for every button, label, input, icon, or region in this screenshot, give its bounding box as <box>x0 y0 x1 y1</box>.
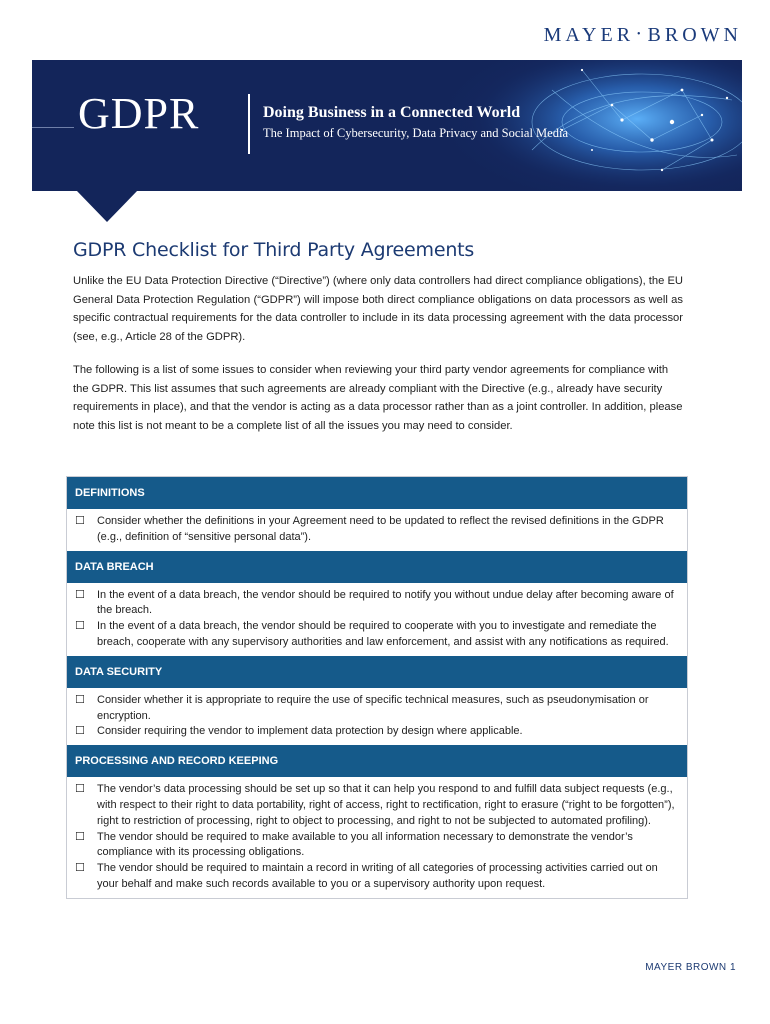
banner-subtitle: Doing Business in a Connected World <box>263 104 521 121</box>
section-heading-definitions: DEFINITIONS <box>67 477 687 509</box>
checklist-item <box>75 782 679 829</box>
checklist-item-text: The vendor’s data processing should be set up so that it can help you respond to and fulfill data subject requests (e.g., with respect to their right to data portability, right of access, right to rectification, right to erasure (“right to be forgotten”), right to restriction of processing, right to object to processing, and right to not be subjected to automated profiling). <box>97 783 675 827</box>
checklist-item-text: In the event of a data breach, the vendor should be required to cooperate with you to investigate and remediate the breach, cooperate with any supervisory authorities and law enforcement, and assist with any notifications as required. <box>97 620 669 648</box>
checklist-table <box>66 476 688 899</box>
checklist-item <box>75 724 679 740</box>
checklist-item-text: Consider whether it is appropriate to require the use of specific technical measures, such as pseudonymisation or encryption. <box>97 693 649 722</box>
page-footer <box>645 962 736 973</box>
section-body-definitions <box>67 509 687 551</box>
section-body-processing-record-keeping <box>67 777 687 898</box>
gdpr-banner <box>32 60 742 191</box>
footer-brand: MAYER BROWN <box>645 962 727 973</box>
checklist-item <box>75 588 679 620</box>
section-heading-data-breach: DATA BREACH <box>67 551 687 583</box>
checklist-item <box>75 619 679 651</box>
banner-tagline: The Impact of Cybersecurity, Data Privacy and Social Media <box>263 126 568 140</box>
document-title: GDPR Checklist for Third Party Agreements <box>73 239 475 261</box>
checklist-item-text: Consider requiring the vendor to implement data protection by design where applicable. <box>97 725 523 738</box>
checkbox-icon[interactable]: ☐ <box>75 830 85 843</box>
mayer-brown-logo <box>544 24 742 47</box>
section-body-data-security <box>67 688 687 745</box>
logo-word-left: MAYER <box>543 24 635 46</box>
banner-subtitle-block <box>263 104 568 141</box>
checklist-item <box>75 830 679 862</box>
section-heading-data-security: DATA SECURITY <box>67 656 687 688</box>
logo-word-right: BROWN <box>647 24 742 46</box>
checkbox-icon[interactable]: ☐ <box>75 783 85 796</box>
banner-divider <box>248 94 250 154</box>
page-number: 1 <box>729 962 736 973</box>
banner-title: GDPR <box>78 89 200 138</box>
logo-dot: • <box>637 29 645 40</box>
checklist-item <box>75 693 679 725</box>
intro-paragraph: Unlike the EU Data Protection Directive (“Directive”) (where only data controllers had direct compliance obligations), the EU General Data Protection Regulation (“GDPR”) will impose both direct compliance obligations on data processors as well as specific contractual requirements for the data controller to include in its data processing agreement with the data processor (see, e.g., Article 28 of the GDPR). <box>73 275 683 343</box>
banner-pointer <box>76 190 138 222</box>
checklist-item-text: Consider whether the definitions in your Agreement need to be updated to reflect the revised definitions in the GDPR (e.g., definition of “sensitive personal data”). <box>97 515 664 543</box>
checkbox-icon[interactable]: ☐ <box>75 862 85 875</box>
checkbox-icon[interactable]: ☐ <box>75 693 85 706</box>
scope-paragraph: The following is a list of some issues to consider when reviewing your third party vendor agreements for compliance with the GDPR. This list assumes that such agreements are already compliant with the Directive (e.g., already have security requirements in place), and that the vendor is acting as a data processor rather than as a joint controller. In addition, please note this list is not meant to be a complete list of all the issues you may need to consider. <box>73 364 683 432</box>
banner-rule <box>32 127 74 128</box>
checklist-item-text: The vendor should be required to maintain a record in writing of all categories of processing activities carried out on your behalf and make such records available to you or a supervisory authority upon request. <box>97 862 658 890</box>
checklist-item <box>75 514 679 546</box>
checkbox-icon[interactable]: ☐ <box>75 725 85 738</box>
checklist-item <box>75 861 679 893</box>
checkbox-icon[interactable]: ☐ <box>75 588 85 601</box>
checkbox-icon[interactable]: ☐ <box>75 515 85 527</box>
section-heading-processing-record-keeping: PROCESSING AND RECORD KEEPING <box>67 745 687 777</box>
section-body-data-breach <box>67 583 687 656</box>
checkbox-icon[interactable]: ☐ <box>75 620 85 633</box>
checklist-item-text: In the event of a data breach, the vendor should be required to notify you without undue delay after becoming aware of the breach. <box>97 588 674 617</box>
checklist-item-text: The vendor should be required to make available to you all information necessary to demonstrate the vendor’s compliance with its processing obligations. <box>97 830 633 859</box>
